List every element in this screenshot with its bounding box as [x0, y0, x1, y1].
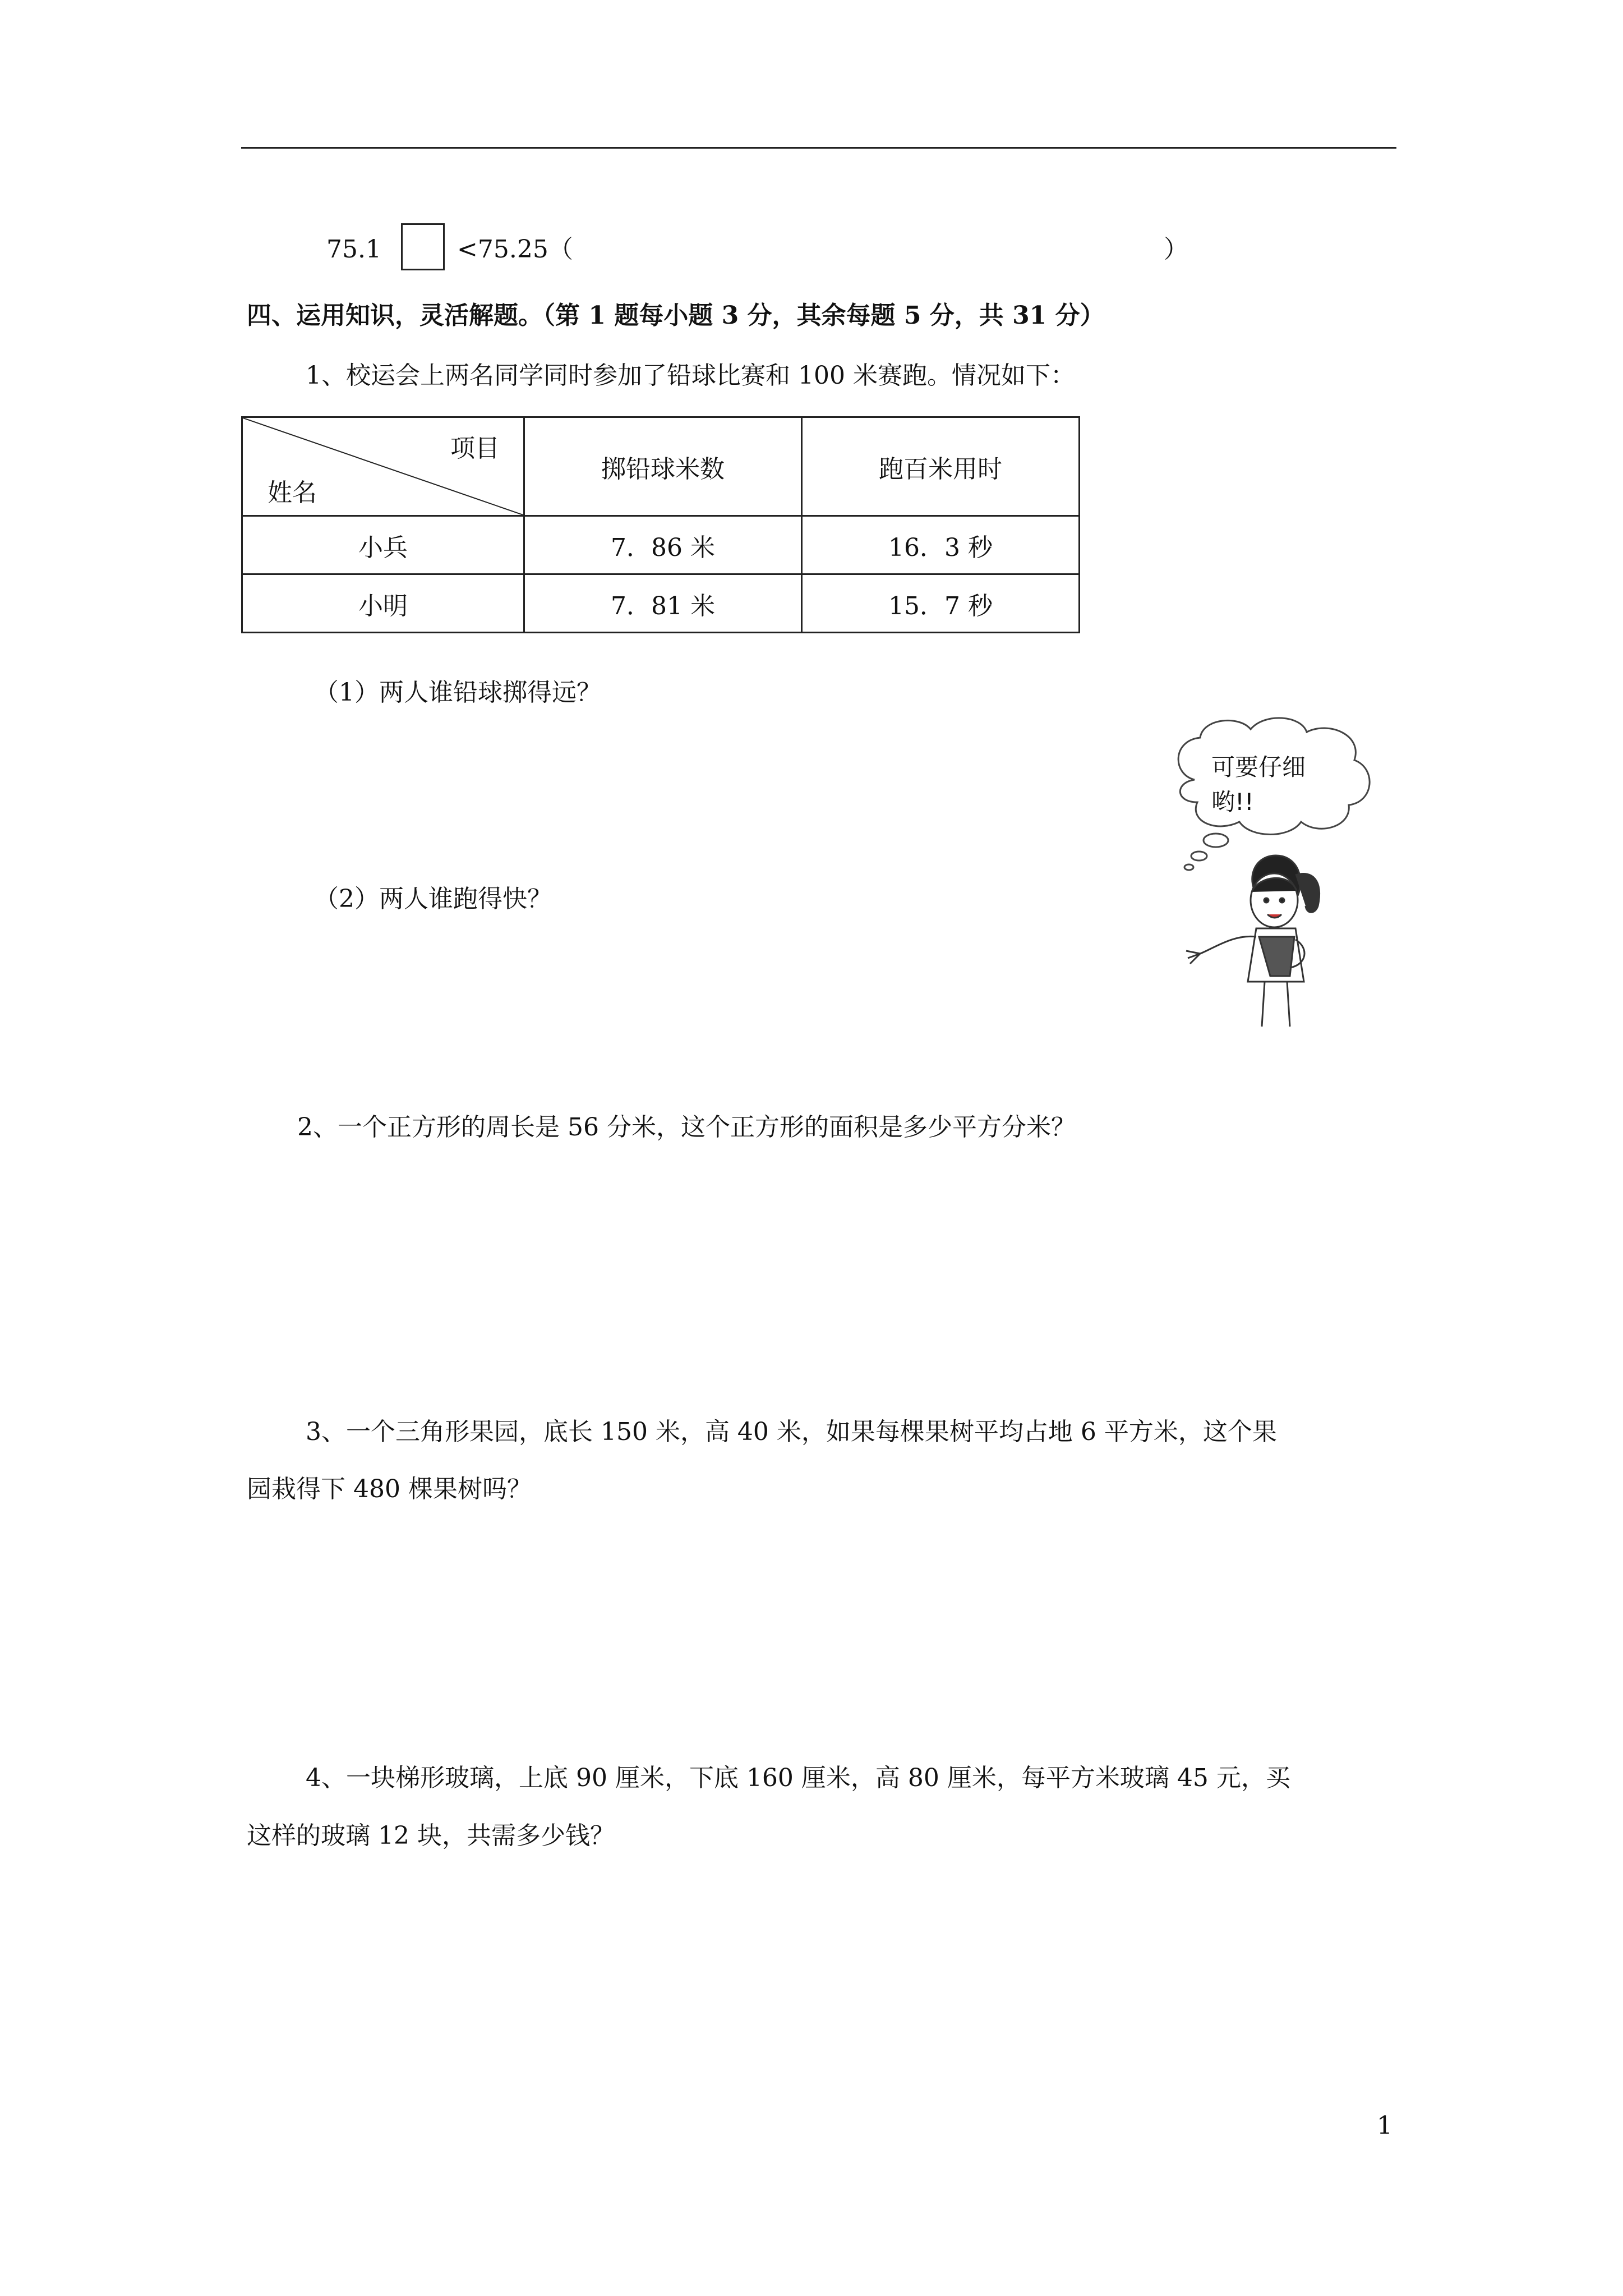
- section-heading: 四、运用知识，灵活解题。（第 1 题每小题 3 分，其余每题 5 分，共 31 分）: [247, 301, 1105, 330]
- score-table: [241, 416, 1080, 633]
- corner-header-name: 姓名: [268, 478, 317, 507]
- cell-run: 15．7 秒: [802, 574, 1080, 633]
- table-corner-cell: [242, 417, 524, 516]
- bubble-text-line1: 可要仔细: [1211, 753, 1306, 781]
- table-row: [242, 574, 1080, 633]
- cell-shot: 7．81 米: [524, 574, 802, 633]
- cell-name: 小兵: [242, 516, 524, 574]
- q3-line2: 园栽得下 480 棵果树吗？: [247, 1475, 532, 1503]
- prev-question-right: <75.25（: [457, 235, 573, 264]
- col-header-shot: 掷铅球米数: [524, 417, 802, 516]
- q1-sub2: （2）两人谁跑得快？: [314, 885, 552, 913]
- q4-line1: 4、一块梯形玻璃，上底 90 厘米，下底 160 厘米，高 80 厘米，每平方米玻璃 45 元，买: [306, 1764, 1290, 1792]
- prev-question-left: 75.1: [326, 235, 381, 264]
- col-header-run: 跑百米用时: [802, 417, 1080, 516]
- prev-question-paren-close: ）: [1164, 235, 1188, 264]
- cell-name: 小明: [242, 574, 524, 633]
- cell-run: 16．3 秒: [802, 516, 1080, 574]
- answer-box[interactable]: [401, 223, 445, 270]
- table-row: [242, 516, 1080, 574]
- q3-line1: 3、一个三角形果园，底长 150 米，高 40 米，如果每棵果树平均占地 6 平方米，这个果: [306, 1418, 1277, 1446]
- page-number: 1: [1377, 2111, 1393, 2140]
- bubble-text-line2: 哟!!: [1211, 788, 1254, 816]
- q1-sub1: （1）两人谁铅球掷得远？: [314, 678, 601, 707]
- corner-header-item: 项目: [450, 434, 500, 463]
- cell-shot: 7．86 米: [524, 516, 802, 574]
- q1-text: 1、校运会上两名同学同时参加了铅球比赛和 100 米赛跑。情况如下：: [306, 361, 1075, 390]
- header-rule: [241, 147, 1396, 149]
- q4-line2: 这样的玻璃 12 块，共需多少钱？: [247, 1821, 615, 1850]
- q2-text: 2、一个正方形的周长是 56 分米，这个正方形的面积是多少平方分米？: [297, 1113, 1076, 1142]
